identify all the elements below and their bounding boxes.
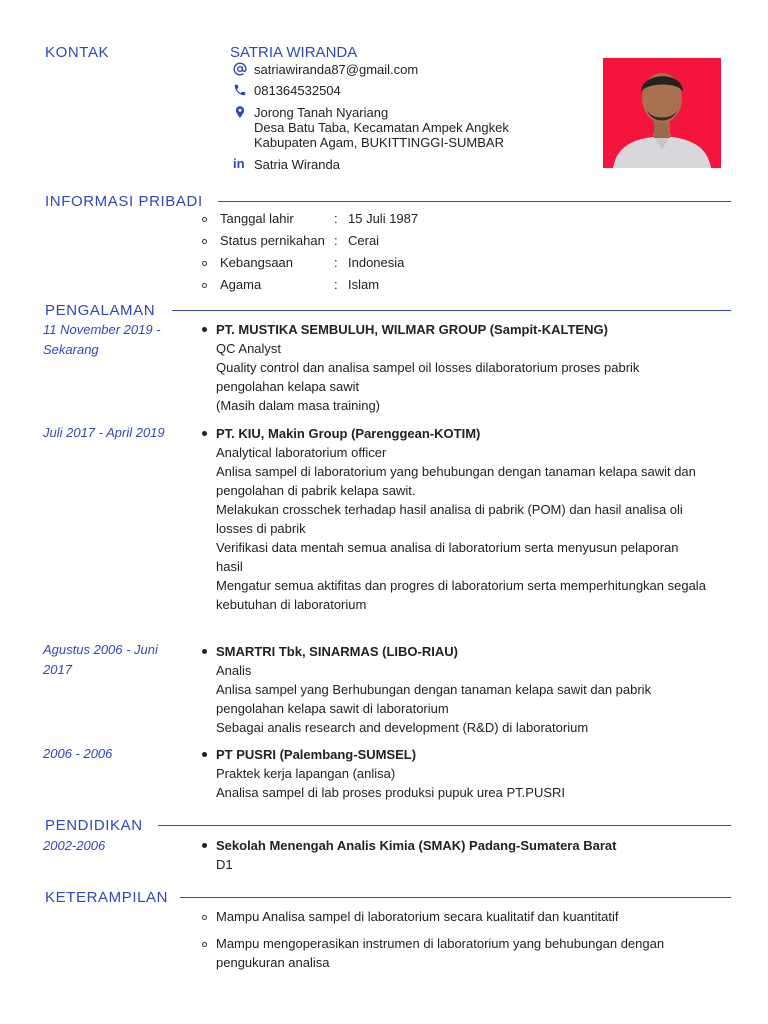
location-pin-icon [233,105,249,121]
bullet-icon [202,239,207,244]
bullet-icon [202,261,207,266]
experience-date: Agustus 2006 - Juni 2017 [43,642,158,677]
info-label: Kebangsaan [220,255,294,270]
section-divider [218,201,731,202]
profile-photo [603,58,721,168]
at-sign-icon [233,62,249,78]
section-divider [172,310,731,311]
section-divider [158,825,731,826]
bullet-icon [202,843,207,848]
info-label: Status pernikahan [220,233,325,248]
experience-entry: PT. KIU, Makin Group (Parenggean-KOTIM) Analytical laboratorium officer Anlisa sampel di laboratorium yang behubungan dengan tanaman kelapa sawit dan pengolahan di pabrik kelapa sawit. Melakukan crosschek terhadap hasil analisa di pabrik (POM) dan hasil analisa oli losses di pabrik Verifikasi data mentah semua analisa di laboratorium serta menyusun pelaporan hasil Mengatur semua aktifitas dan progres di laboratorium serta memperhitungkan segala kebutuhan di laboratorium [216,424,736,614]
address-line: Desa Batu Taba, Kecamatan Ampek Angkek [254,120,509,135]
info-value: Cerai [348,233,380,248]
address-line: Kabupaten Agam, BUKITTINGGI-SUMBAR [254,135,504,150]
education-entry: Sekolah Menengah Analis Kimia (SMAK) Padang-Sumatera Barat D1 [216,836,736,874]
bullet-icon [202,431,207,436]
bullet-icon [202,649,207,654]
bullet-icon [202,283,207,288]
experience-heading: PENGALAMAN [45,302,156,319]
experience-date: Juli 2017 - April 2019 [43,425,165,440]
person-name: SATRIA WIRANDA [230,44,358,61]
experience-entry: SMARTRI Tbk, SINARMAS (LIBO-RIAU) Analis Anlisa sampel yang Berhubungan dengan tanaman kelapa sawit dan pabrik pengolahan kelapa sawit di laboratorium Sebagai analis research and development (R&D) di laboratorium [216,642,736,737]
info-value: Indonesia [348,255,405,270]
skill-item: Mampu Analisa sampel di laboratorium secara kualitatif dan kuantitatif [216,909,619,924]
experience-date: 11 November 2019 - Sekarang [43,322,161,357]
info-label: Tanggal lahir [220,211,294,226]
info-value: Islam [348,277,380,292]
info-separator: : [334,233,338,248]
company-name: PT PUSRI (Palembang-SUMSEL) [216,747,417,762]
section-divider [180,897,731,898]
bullet-icon [202,327,207,332]
skill-item: Mampu mengoperasikan instrumen di laboratorium yang behubungan dengan pengukuran analisa [216,936,665,970]
bullet-icon [202,942,207,947]
linkedin-link[interactable]: Satria Wiranda [254,157,340,172]
experience-entry: PT PUSRI (Palembang-SUMSEL) Praktek kerja lapangan (anlisa) Analisa sampel di lab proses produksi pupuk urea PT.PUSRI [216,745,736,802]
info-value: 15 Juli 1987 [348,211,419,226]
bullet-icon [202,752,207,757]
company-name: PT. KIU, Makin Group (Parenggean-KOTIM) [216,426,481,441]
education-heading: PENDIDIKAN [45,817,143,834]
phone-icon [233,83,249,99]
phone-number: 081364532504 [254,83,341,98]
info-separator: : [334,255,338,270]
education-date: 2002-2006 [43,838,106,853]
company-name: SMARTRI Tbk, SINARMAS (LIBO-RIAU) [216,644,458,659]
linkedin-icon: in [233,156,245,171]
experience-date: 2006 - 2006 [43,746,113,761]
experience-entry: PT. MUSTIKA SEMBULUH, WILMAR GROUP (Sampit-KALTENG) QC Analyst Quality control dan analisa sampel oil losses dilaboratorium proses pabrik pengolahan kelapa sawit (Masih dalam masa training) [216,320,736,415]
bullet-icon [202,915,207,920]
info-label: Agama [220,277,262,292]
school-name: Sekolah Menengah Analis Kimia (SMAK) Padang-Sumatera Barat [216,838,617,853]
contact-heading: KONTAK [45,44,110,61]
address-line: Jorong Tanah Nyariang [254,105,389,120]
skills-heading: KETERAMPILAN [45,889,169,906]
info-separator: : [334,277,338,292]
personal-info-heading: INFORMASI PRIBADI [45,193,203,210]
email-link[interactable]: satriawiranda87@gmail.com [254,62,419,77]
info-separator: : [334,211,338,226]
company-name: PT. MUSTIKA SEMBULUH, WILMAR GROUP (Sampit-KALTENG) [216,322,608,337]
bullet-icon [202,217,207,222]
